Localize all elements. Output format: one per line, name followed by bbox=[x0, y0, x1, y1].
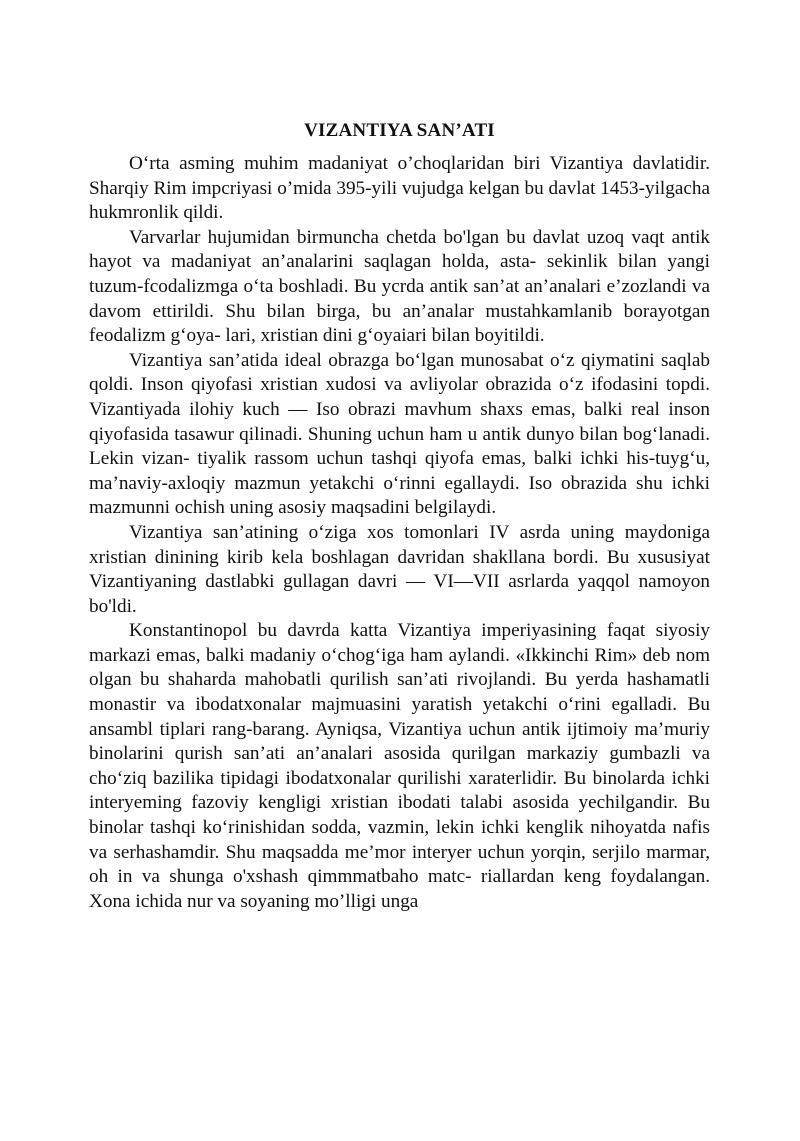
document-title: VIZANTIYA SAN’ATI bbox=[304, 120, 495, 141]
paragraph-3: Vizantiya san’atida ideal obrazga bo‘lgan munosabat o‘z qiymatini saqlab qoldi. Inson qiyofasi xristian xudosi va avliyolar obrazida o‘z ifodasini topdi. Vizantiyada ilohiy kuch — Iso obrazi mavhum shaxs emas, balki real inson qiyofasida tasawur qilinadi. Shuning uchun ham u antik dunyo bilan bog‘lanadi. Lekin vizan- tiyalik rassom uchun tashqi qiyofa emas, balki ichki his-tuyg‘u, ma’naviy-axloqiy mazmun yetakchi o‘rinni egallaydi. Iso obrazida shu ichki mazmunni ochish uning asosiy maqsadini belgilaydi. bbox=[89, 349, 710, 519]
paragraph-2: Varvarlar hujumidan birmuncha chetda bo'lgan bu davlat uzoq vaqt antik hayot va madaniyat an’analarini saqlagan holda, asta- sekinlik bilan yangi tuzum-fcodalizmga o‘ta boshladi. Bu ycrda antik san’at an’analari e’zozlandi va davom ettirildi. Shu bilan birga, bu an’analar mustahkamlanib borayotgan feodalizm g‘oya- lari, xristian dini g‘oyaiari bilan boyitildi. bbox=[89, 226, 710, 347]
document-page bbox=[89, 118, 710, 914]
paragraph-4: Vizantiya san’atining o‘ziga xos tomonlari IV asrda uning maydoniga xristian dinining kirib kela boshlagan davridan shakllana bordi. Bu xususiyat Vizantiyaning dastlabki gullagan davri — VI—VII asrlarda yaqqol namoyon bo'ldi. bbox=[89, 521, 710, 617]
paragraph-1: O‘rta asming muhim madaniyat o’choqlaridan biri Vizantiya davlatidir. Sharqiy Rim impcriyasi o’mida 395-yili vujudga kelgan bu davlat 1453-yilgacha hukmronlik qildi. bbox=[89, 153, 710, 224]
paragraph-5: Konstantinopol bu davrda katta Vizantiya imperiyasining faqat siyosiy markazi emas, balki madaniy o‘chog‘iga ham aylandi. «Ikkinchi Rim» deb nom olgan bu shaharda mahobatli qurilish san’ati rivojlandi. Bu yerda hashamatli monastir va ibodatxonalar majmuasini yaratish yetakchi o‘rini egalladi. Bu ansambl tiplari rang-barang. Ayniqsa, Vizantiya uchun antik ijtimoiy ma’muriy binolarini qurish san’ati an’analari asosida qurilgan markaziy gumbazli va cho‘ziq bazilika tipidagi ibodatxonalar qurilishi xaraterlidir. Bu binolarda ichki interyeming fazoviy kengligi xristian ibodati talabi asosida yechilgandir. Bu binolar tashqi ko‘rinishidan sodda, vazmin, lekin ichki kenglik nihoyatda nafis va serhashamdir. Shu maqsadda me’mor interyer uchun yorqin, serjilo marmar, oh in va shunga o'xshash qimmmatbaho matc- riallardan keng foydalangan. Xona ichida nur va soyaning mo’lligi unga bbox=[89, 620, 710, 912]
